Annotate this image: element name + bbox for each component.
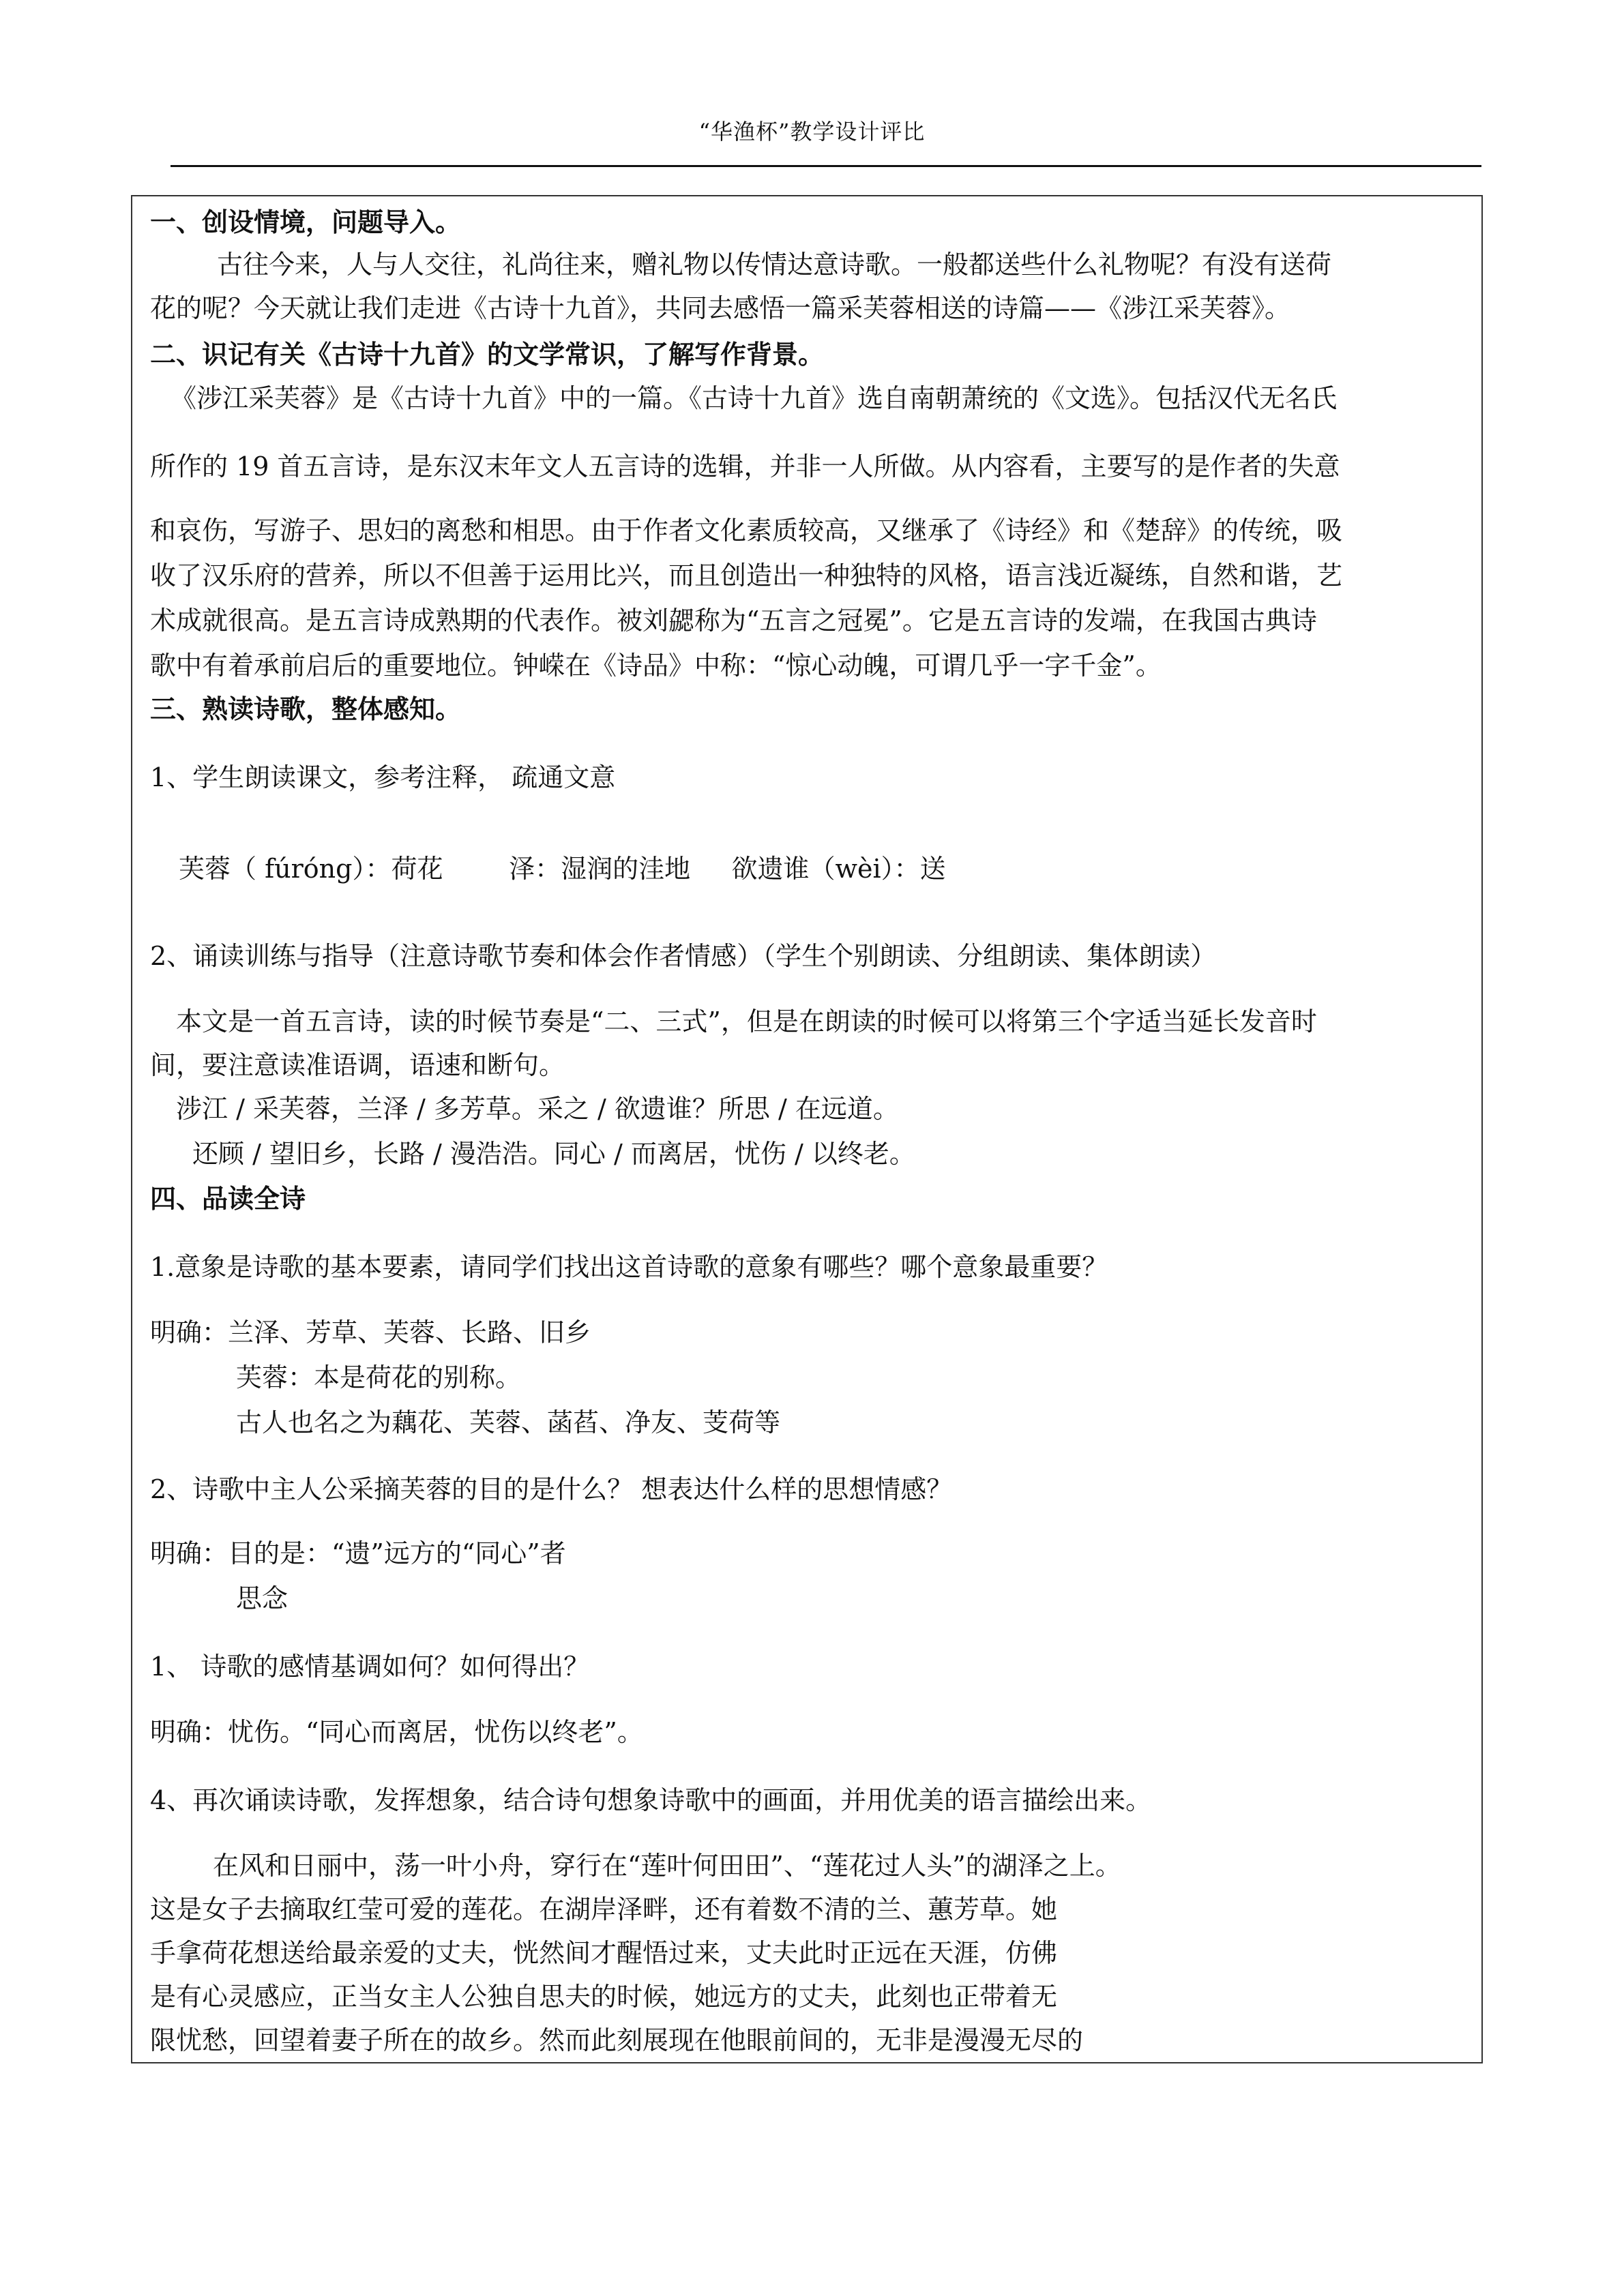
question-1: 1.意象是诗歌的基本要素，请同学们找出这首诗歌的意象有哪些？哪个意象最重要？	[150, 1252, 1108, 1282]
answer-1-line: 明确：兰泽、芳草、芙蓉、长路、旧乡	[150, 1317, 591, 1347]
poem-line: 还顾 / 望旧乡，长路 / 漫浩浩。同心 / 而离居，忧伤 / 以终老。	[192, 1139, 915, 1169]
section-2-line: 所作的 19 首五言诗，是东汉末年文人五言诗的选辑，并非一人所做。从内容看，主要写的是作者的失意	[150, 451, 1340, 481]
section-4-heading: 四、品读全诗	[150, 1184, 306, 1214]
glossary-line: 芙蓉（ fúróng）：荷花 泽：湿润的洼地 欲遗谁（wèi）：送	[179, 854, 946, 884]
answer-3: 明确：忧伤。“同心而离居，忧伤以终老”。	[150, 1717, 643, 1747]
passage-line: 在风和日丽中，荡一叶小舟，穿行在“莲叶何田田”、“莲花过人头”的湖泽之上。	[213, 1851, 1121, 1881]
header-rule	[171, 165, 1481, 167]
answer-2-line: 思念	[236, 1583, 289, 1613]
answer-1-line: 古人也名之为藕花、芙蓉、菡萏、净友、芰荷等	[236, 1407, 781, 1437]
section-2-line: 收了汉乐府的营养，所以不但善于运用比兴，而且创造出一种独特的风格，语言浅近凝练，自然和谐，艺	[150, 561, 1343, 591]
answer-2-line: 明确：目的是：“遗”远方的“同心”者	[150, 1538, 566, 1568]
passage-line: 手拿荷花想送给最亲爱的丈夫，恍然间才醒悟过来，丈夫此时正远在天涯，仿佛	[150, 1938, 1058, 1968]
section-3-heading: 三、熟读诗歌，整体感知。	[150, 694, 462, 724]
section-1-line: 古往今来，人与人交往，礼尚往来，赠礼物以传情达意诗歌。一般都送些什么礼物呢？有没有送荷	[217, 250, 1332, 280]
section-2-line: 歌中有着承前启后的重要地位。钟嵘在《诗品》中称：“惊心动魄，可谓几乎一字千金”。	[150, 651, 1162, 681]
section-3-item-1: 1、学生朗读课文，参考注释， 疏通文意	[150, 762, 616, 792]
passage-line: 限忧愁，回望着妻子所在的故乡。然而此刻展现在他眼前间的，无非是漫漫无尽的	[150, 2025, 1084, 2055]
section-2-line: 《涉江采芙蓉》是《古诗十九首》中的一篇。《古诗十九首》选自南朝萧统的《文选》。包括汉代无名氏	[171, 383, 1338, 413]
passage-line: 是有心灵感应，正当女主人公独自思夫的时候，她远方的丈夫，此刻也正带着无	[150, 1982, 1058, 2012]
section-3-line: 本文是一首五言诗，读的时候节奏是“二、三式”，但是在朗读的时候可以将第三个字适当延长发音时	[176, 1007, 1317, 1037]
answer-1-line: 芙蓉：本是荷花的别称。	[236, 1362, 522, 1392]
section-2-heading: 二、识记有关《古诗十九首》的文学常识，了解写作背景。	[150, 340, 825, 370]
page-header-title: “华渔杯”教学设计评比	[698, 119, 926, 145]
passage-line: 这是女子去摘取红莹可爱的莲花。在湖岸泽畔，还有着数不清的兰、蕙芳草。她	[150, 1894, 1058, 1924]
section-2-line: 术成就很高。是五言诗成熟期的代表作。被刘勰称为“五言之冠冕”。它是五言诗的发端，在我国古典诗	[150, 606, 1317, 636]
section-3-item-2: 2、诵读训练与指导（注意诗歌节奏和体会作者情感）（学生个别朗读、分组朗读、集体朗读）	[150, 941, 1217, 971]
section-1-heading: 一、创设情境，问题导入。	[150, 207, 462, 237]
question-4: 4、再次诵读诗歌，发挥想象，结合诗句想象诗歌中的画面，并用优美的语言描绘出来。	[150, 1785, 1152, 1815]
question-3: 1、 诗歌的感情基调如何？如何得出？	[150, 1652, 590, 1682]
section-1-line: 花的呢？今天就让我们走进《古诗十九首》，共同去感悟一篇采芙蓉相送的诗篇——《涉江采芙蓉》。	[150, 293, 1291, 323]
section-2-line: 和哀伤，写游子、思妇的离愁和相思。由于作者文化素质较高，又继承了《诗经》和《楚辞》的传统，吸	[150, 516, 1343, 546]
question-2: 2、诗歌中主人公采摘芙蓉的目的是什么？ 想表达什么样的思想情感？	[150, 1474, 953, 1504]
section-3-line: 间，要注意读准语调，语速和断句。	[150, 1050, 565, 1080]
poem-line: 涉江 / 采芙蓉，兰泽 / 多芳草。采之 / 欲遗谁？所思 / 在远道。	[176, 1094, 899, 1124]
